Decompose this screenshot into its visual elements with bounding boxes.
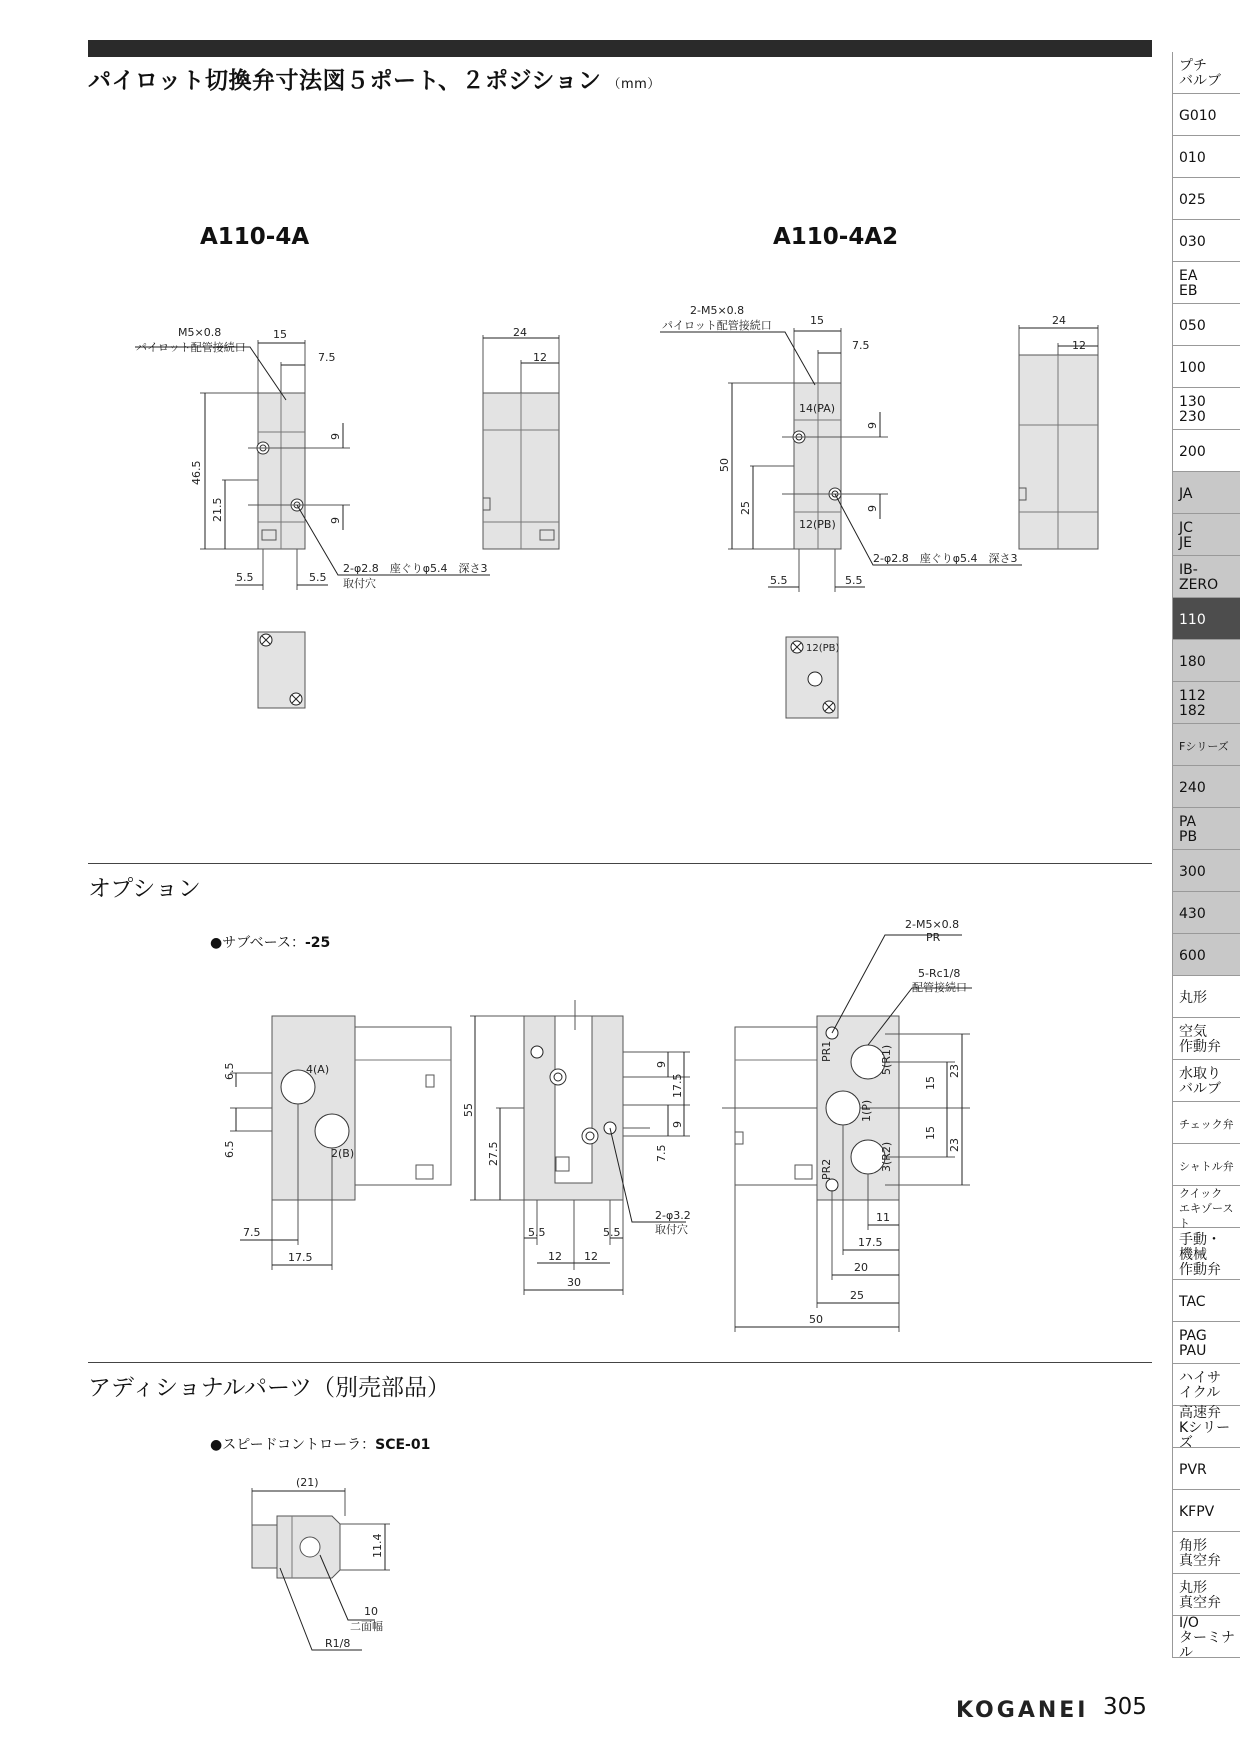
dim-label: 9 bbox=[655, 1061, 668, 1068]
sidebar-tab[interactable]: 丸形 bbox=[1172, 976, 1240, 1018]
dim-label: PR bbox=[926, 931, 941, 944]
dim-label: 50 bbox=[809, 1313, 823, 1326]
dim-label: 15 bbox=[273, 328, 287, 341]
dim-label: 14(PA) bbox=[799, 402, 836, 415]
dim-label: 17.5 bbox=[858, 1236, 883, 1249]
sidebar-tab[interactable]: 240 bbox=[1172, 766, 1240, 808]
sidebar-tab[interactable]: TAC bbox=[1172, 1280, 1240, 1322]
dim-label: 12 bbox=[584, 1250, 598, 1263]
sidebar-tab[interactable]: 水取り バルブ bbox=[1172, 1060, 1240, 1102]
sidebar-tab[interactable]: チェック弁 bbox=[1172, 1102, 1240, 1144]
dim-label: パイロット配管接続口 bbox=[136, 341, 246, 354]
dim-label: 10 bbox=[364, 1605, 378, 1618]
sidebar-tab[interactable]: 高速弁 Kシリーズ bbox=[1172, 1406, 1240, 1448]
dim-label: 7.5 bbox=[655, 1144, 668, 1162]
sidebar-tab[interactable]: JC JE bbox=[1172, 514, 1240, 556]
model-title-right: A110-4A2 bbox=[773, 224, 899, 250]
dim-label: 20 bbox=[854, 1261, 868, 1274]
sidebar-tab[interactable]: 手動・ 機械 作動弁 bbox=[1172, 1228, 1240, 1280]
port-label: 3(R2) bbox=[880, 1141, 893, 1172]
dim-label: 50 bbox=[718, 458, 731, 472]
dim-label: パイロット配管接続口 bbox=[662, 319, 772, 332]
dim-label: 取付穴 bbox=[655, 1223, 688, 1236]
sidebar-tab[interactable]: IB- ZERO bbox=[1172, 556, 1240, 598]
dim-label: 12 bbox=[548, 1250, 562, 1263]
dim-label: 9 bbox=[866, 505, 879, 512]
port-label: 4(A) bbox=[306, 1063, 330, 1076]
dim-label: 6.5 bbox=[223, 1140, 236, 1158]
sidebar-tab[interactable]: KFPV bbox=[1172, 1490, 1240, 1532]
sidebar-tab[interactable]: I/O ターミナル bbox=[1172, 1616, 1240, 1658]
sidebar-tab[interactable]: 030 bbox=[1172, 220, 1240, 262]
port-label: 1(P) bbox=[860, 1099, 873, 1122]
dim-label: 27.5 bbox=[487, 1141, 500, 1166]
sidebar-tab[interactable]: 200 bbox=[1172, 430, 1240, 472]
dim-label: 24 bbox=[1052, 314, 1066, 327]
port-label: PR2 bbox=[820, 1158, 833, 1180]
dim-label: 5.5 bbox=[770, 574, 788, 587]
dim-label: 5.5 bbox=[309, 571, 327, 584]
speed-controller-label: ●スピードコントローラ：SCE-01 bbox=[210, 1437, 431, 1453]
section-title-option: オプション bbox=[88, 876, 201, 902]
sidebar-tab[interactable]: 130 230 bbox=[1172, 388, 1240, 430]
dim-label: 12 bbox=[1072, 339, 1086, 352]
dim-label: 7.5 bbox=[852, 339, 870, 352]
sidebar-tab[interactable]: 角形 真空弁 bbox=[1172, 1532, 1240, 1574]
dim-label: 17.5 bbox=[671, 1073, 684, 1098]
dim-label: 9 bbox=[866, 422, 879, 429]
dim-label: 9 bbox=[329, 517, 342, 524]
dim-label: 25 bbox=[850, 1289, 864, 1302]
dim-label: 7.5 bbox=[243, 1226, 261, 1239]
sidebar-tab[interactable]: 空気 作動弁 bbox=[1172, 1018, 1240, 1060]
sidebar-tab[interactable]: 430 bbox=[1172, 892, 1240, 934]
page-number: 305 bbox=[1103, 1694, 1147, 1720]
dim-label: 15 bbox=[924, 1126, 937, 1140]
dim-label: 25 bbox=[739, 501, 752, 515]
dim-label: 2-φ3.2 bbox=[655, 1209, 691, 1222]
series-index-sidebar bbox=[1172, 52, 1240, 1661]
dim-label: 2-φ2.8 座ぐりφ5.4 深さ3 bbox=[873, 552, 1018, 565]
brand-logo: KOGANEI bbox=[956, 1698, 1089, 1723]
dim-label: 5.5 bbox=[603, 1226, 621, 1239]
sidebar-tab[interactable]: JA bbox=[1172, 472, 1240, 514]
dim-label: 11 bbox=[876, 1211, 890, 1224]
dim-label: 二面幅 bbox=[350, 1620, 383, 1633]
dim-label: 5-Rc1/8 bbox=[918, 967, 961, 980]
sidebar-tab[interactable]: 300 bbox=[1172, 850, 1240, 892]
port-label: PR1 bbox=[820, 1040, 833, 1062]
sidebar-tab[interactable]: PAG PAU bbox=[1172, 1322, 1240, 1364]
port-label: 5(R1) bbox=[880, 1044, 893, 1075]
dim-label: 12(PB) bbox=[799, 518, 836, 531]
dim-label: 30 bbox=[567, 1276, 581, 1289]
dim-label: 2-φ2.8 座ぐりφ5.4 深さ3 bbox=[343, 562, 488, 575]
sidebar-tab[interactable]: G010 bbox=[1172, 94, 1240, 136]
dim-label: 7.5 bbox=[318, 351, 336, 364]
sidebar-tab[interactable]: 050 bbox=[1172, 304, 1240, 346]
sidebar-tab[interactable]: 600 bbox=[1172, 934, 1240, 976]
dim-label: 9 bbox=[329, 433, 342, 440]
dim-label: 6.5 bbox=[223, 1062, 236, 1080]
sidebar-tab[interactable]: 丸形 真空弁 bbox=[1172, 1574, 1240, 1616]
dim-label: 23 bbox=[948, 1064, 961, 1078]
sidebar-tab[interactable]: シャトル弁 bbox=[1172, 1144, 1240, 1186]
sidebar-tab[interactable]: PA PB bbox=[1172, 808, 1240, 850]
unit-label: （mm） bbox=[607, 77, 661, 92]
sidebar-tab[interactable]: PVR bbox=[1172, 1448, 1240, 1490]
dim-label: 5.5 bbox=[236, 571, 254, 584]
sidebar-tab[interactable]: EA EB bbox=[1172, 262, 1240, 304]
dim-label: 17.5 bbox=[288, 1251, 313, 1264]
dim-label: 46.5 bbox=[190, 460, 203, 485]
dim-label: 24 bbox=[513, 326, 527, 339]
sidebar-tab[interactable]: プチ バルブ bbox=[1172, 52, 1240, 94]
sidebar-tab[interactable]: 110 bbox=[1172, 598, 1240, 640]
sidebar-tab[interactable]: 180 bbox=[1172, 640, 1240, 682]
section-title-parts: アディショナルパーツ（別売部品） bbox=[88, 1375, 451, 1401]
dim-label: M5×0.8 bbox=[178, 326, 222, 339]
dim-label: 12(PB) bbox=[806, 643, 840, 654]
dim-label: 取付穴 bbox=[343, 577, 376, 590]
sidebar-tab[interactable]: 025 bbox=[1172, 178, 1240, 220]
dim-label: (21) bbox=[296, 1476, 319, 1489]
sidebar-tab[interactable]: Fシリーズ bbox=[1172, 724, 1240, 766]
model-title-left: A110-4A bbox=[200, 224, 310, 250]
dim-label: 21.5 bbox=[211, 497, 224, 522]
dim-label: 15 bbox=[924, 1076, 937, 1090]
dim-label: 5.5 bbox=[845, 574, 863, 587]
dim-label: 2-M5×0.8 bbox=[690, 304, 745, 317]
subbase-label: ●サブベース：-25 bbox=[210, 935, 331, 951]
dim-label: 12 bbox=[533, 351, 547, 364]
port-label: 2(B) bbox=[331, 1147, 355, 1160]
page-title: パイロット切換弁寸法図５ポート、２ポジション （mm） bbox=[88, 68, 661, 94]
dim-label: 9 bbox=[671, 1121, 684, 1128]
dim-label: R1/8 bbox=[325, 1637, 351, 1650]
dim-label: 2-M5×0.8 bbox=[905, 918, 960, 931]
dim-label: 5.5 bbox=[528, 1226, 546, 1239]
sidebar-tab[interactable]: クイック エキゾースト bbox=[1172, 1186, 1240, 1228]
dim-label: 23 bbox=[948, 1138, 961, 1152]
dim-label: 11.4 bbox=[371, 1533, 384, 1558]
dim-label: 15 bbox=[810, 314, 824, 327]
sidebar-tab[interactable]: 010 bbox=[1172, 136, 1240, 178]
sidebar-tab[interactable]: 112 182 bbox=[1172, 682, 1240, 724]
dim-label: 55 bbox=[462, 1103, 475, 1117]
sidebar-tab[interactable]: ハイサ イクル bbox=[1172, 1364, 1240, 1406]
sidebar-tab[interactable]: 100 bbox=[1172, 346, 1240, 388]
dim-label: 配管接続口 bbox=[912, 981, 967, 994]
